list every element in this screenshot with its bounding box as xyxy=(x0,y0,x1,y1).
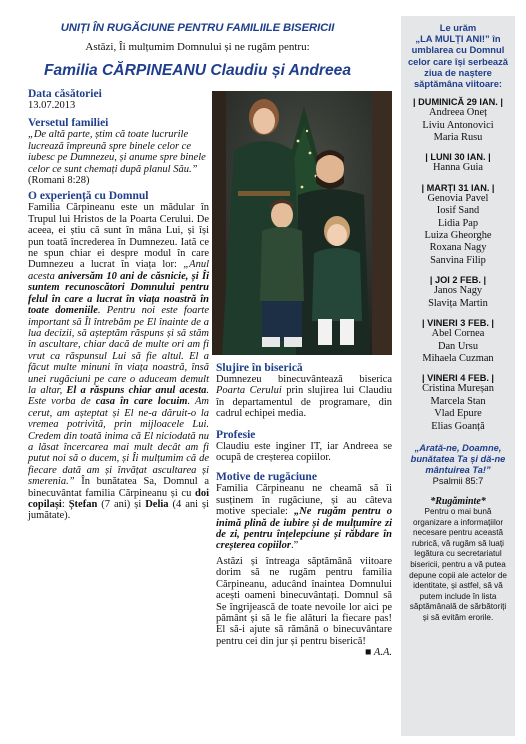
service-text-end: prin slujirea lui Claudiu în departamentul de programare, din cadrul echipei media. xyxy=(216,385,392,420)
profession-text: Claudiu este inginer IT, iar Andreea se ocupă de creșterea copiilor. xyxy=(216,440,392,464)
birthday-person-name: Genovia Pavel xyxy=(427,192,489,204)
request-note-title: *Rugăminte* xyxy=(430,495,486,507)
child-stefan-age: (7 ani) și xyxy=(97,499,146,510)
sidebar-verse xyxy=(401,443,515,486)
sidebar-intro-greeting: Le urăm xyxy=(439,22,477,33)
service-heading: Slujire în biserică xyxy=(216,362,303,374)
request-note xyxy=(401,496,515,624)
birthday-person-name: Vlad Epure xyxy=(434,408,482,420)
intro-line: Astăzi, Îi mulțumim Domnului și ne rugăm pentru: xyxy=(85,41,310,53)
birthday-day-label: | VINERI 4 FEB. | xyxy=(421,373,495,384)
experience-quote-part3: . Este vorba de xyxy=(28,384,209,408)
family-name-heading: Familia CĂRPINEANU Claudiu și Andreea xyxy=(43,62,352,79)
verse-heading: Versetul familiei xyxy=(28,117,109,130)
prayer-closing: Astăzi și întreaga săptămână viitoare dorim să ne rugăm pentru familia Cărpineanu, aducând înaintea Domnului acești oameni binecuvântați. Domnul să Se îngrijească de toate nevoile lor aici pe pământ și să le fie alături la fiecare pas! El să-i ajute să rămână o binecuvântare pentru cei din jur și pentru biserică! xyxy=(216,555,392,647)
birthday-person-name: Sanvina Filip xyxy=(430,254,486,266)
experience-quote-part2: . Pentru noi este foarte important să Îl întrebăm pe El înainte de a lua decizii, să așteptăm răspuns și să stăm în ascultare, chiar dacă de multe ori am fi vrut ca răspunsul Lui să fie altul. El a făcut multe minuni în viața noastră, însă unei rugăciuni pe care o aduceam demult la altar, xyxy=(28,305,209,396)
experience-quote-part4: . Am cerut, am așteptat și El ne-a dăruit-o la vremea potrivită, prin mijloacele Lui. Credem din toată inima că El niciodată nu a lăsat încercarea mai mult decât am fi putut noi să o ducem, și Îi mulțumim că de fiecare dată am și învățat ascultarea și smerenia.” xyxy=(28,396,209,488)
sidebar-verse-text: „Arată-ne, Doamne, bunătatea Ta și dă-ne mântuirea Ta!” xyxy=(410,442,506,475)
colon: : xyxy=(61,499,69,510)
verse-quote: „De altă parte, știm că toate lucrurile lucrează împreună spre binele celor ce iubesc pe Dumnezeu, și anume spre binele celor ce sunt chemați după planul Său.” xyxy=(28,129,206,175)
birthday-person-name: Elias Goanță xyxy=(431,420,485,432)
birthday-person-name: Mihaela Cuzman xyxy=(422,352,494,364)
birthday-person-name: Abel Cornea xyxy=(431,328,485,340)
experience-blessing: În bunătatea Sa, Domnul a binecuvântat familia Cărpineanu și cu xyxy=(28,476,209,499)
birthday-day-group xyxy=(401,152,515,174)
verse-text xyxy=(28,129,209,186)
service-text-start: Dumnezeu binecuvântează biserica xyxy=(216,374,392,385)
birthday-day-group xyxy=(401,373,515,433)
birthday-person-name: Cristina Mureșan xyxy=(422,383,494,395)
birthday-person-name: Dan Ursu xyxy=(437,340,479,352)
sidebar-verse-reference: Psalmii 85:7 xyxy=(432,475,484,486)
birthday-day-group xyxy=(401,97,515,144)
marriage-heading: Data căsătoriei xyxy=(28,88,102,100)
birthday-day-group xyxy=(401,275,515,310)
prayer-intro-text: Familia Cărpineanu ne cheamă să îi susținem în rugăciune, și au câteva motive speciale: xyxy=(216,483,392,518)
middle-column xyxy=(216,362,392,659)
birthday-person-name: Roxana Nagy xyxy=(429,242,487,254)
birthday-day-group xyxy=(401,183,515,267)
birthday-day-group xyxy=(401,318,515,365)
birthday-person-name: Andreea Oneț xyxy=(429,107,487,119)
experience-heading: O experiență cu Domnul xyxy=(28,190,149,203)
birthday-person-name: Janos Nagy xyxy=(433,285,483,297)
prayer-quote-end: .” xyxy=(290,540,299,552)
family-photo-illustration xyxy=(212,91,392,355)
birthday-person-name: Lidia Pap xyxy=(437,217,479,229)
birthday-person-name: Hanna Guia xyxy=(433,162,483,174)
birthday-day-label: | LUNI 30 IAN. | xyxy=(425,152,491,163)
birthday-person-name: Slavița Martin xyxy=(428,297,488,309)
prayer-heading: Motive de rugăciune xyxy=(216,471,317,484)
prayer-intro xyxy=(216,483,392,551)
birthday-day-label: | DUMINICĂ 29 IAN. | xyxy=(413,97,503,108)
sidebar-intro-text: „LA MULȚI ANI!” în umblarea cu Domnul celor care își serbează ziua de naștere săptămâna viitoare: xyxy=(407,33,509,90)
experience-answer: El a răspuns chiar anul acesta xyxy=(66,384,207,396)
service-text xyxy=(216,374,392,420)
birthday-day-label: | JOI 2 FEB. | xyxy=(429,275,487,286)
kids-label: doi copilași xyxy=(28,487,209,510)
profession-heading: Profesie xyxy=(216,428,256,441)
prayer-quote: „Ne rugăm pentru o inimă plină de iubire și de mulțumire zi de zi, pentru înțelepciune și răbdare în creșterea copiilor xyxy=(216,506,392,552)
family-photo xyxy=(212,91,392,355)
birthday-sidebar xyxy=(401,16,515,736)
sidebar-intro xyxy=(401,16,515,89)
section-title: UNIȚI ÎN RUGĂCIUNE PENTRU FAMILIILE BISERICII xyxy=(60,22,335,34)
verse-reference: (Romani 8:28) xyxy=(28,175,90,187)
child-delia: Delia xyxy=(145,499,169,510)
signature: ■ A.A. xyxy=(365,647,392,659)
experience-quote-open: „Anul acesta xyxy=(28,259,209,282)
birthday-day-label: | VINERI 3 FEB. | xyxy=(421,318,495,329)
birthday-day-label: | MARȚI 31 IAN. | xyxy=(421,182,495,193)
birthday-person-name: Liviu Antonovici xyxy=(422,119,494,131)
experience-anniversary: aniversăm 10 ani de căsnicie, și Îi suntem recunoscători Domnului pentru felul în care a lucrat în viața noastră în toate domeniile xyxy=(28,270,209,317)
experience-text xyxy=(28,202,209,521)
birthday-person-name: Maria Rusu xyxy=(433,132,483,144)
experience-house: casa în care locuim xyxy=(95,396,188,408)
marriage-date: 13.07.2013 xyxy=(28,100,76,111)
birthday-list xyxy=(401,97,515,433)
child-delia-age: (4 ani și jumătate). xyxy=(28,499,209,522)
birthday-person-name: Marcela Stan xyxy=(430,395,486,407)
left-column xyxy=(28,88,209,522)
child-stefan: Ștefan xyxy=(68,499,98,510)
birthday-person-name: Luiza Gheorghe xyxy=(424,230,492,242)
birthday-person-name: Iosif Sand xyxy=(436,205,480,217)
request-note-text: Pentru o mai bună organizare a informațiilor necesare pentru această rubrică, vă rugăm să luați legătura cu secretariatul bisericii, pentru a vă putea depune copii ale actelor de identitate, și astfel, să vă putem include în lista săptămânală de sărbătoriți și să evităm erorile. xyxy=(409,506,507,622)
experience-intro: Familia Cărpineanu este un mădular în Trupul lui Hristos de la Poarta Cerului. De aceea, ei știu că sunt în mâna Lui, și își pun toată încrederea în Dumnezeu. Iată ce ne spun chiar ei despre modul în care Dumnezeu a lucrat în viața lor: xyxy=(28,202,209,271)
church-name: Poarta Cerului xyxy=(216,385,282,397)
